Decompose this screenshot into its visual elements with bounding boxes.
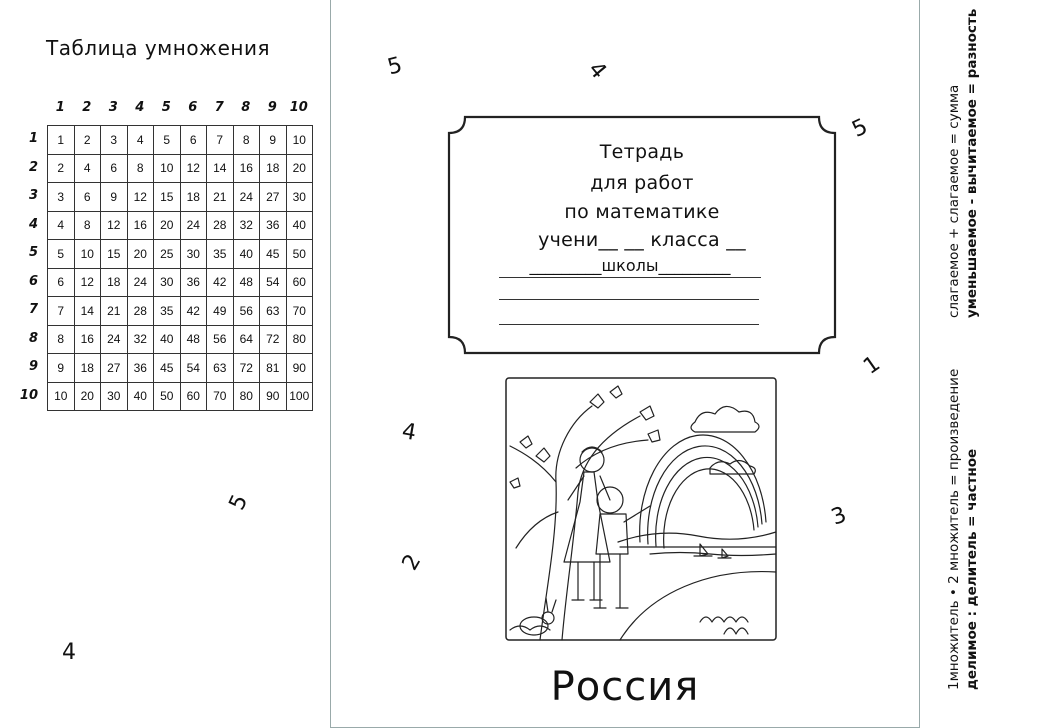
table-cell: 48 <box>233 268 260 297</box>
table-cell: 20 <box>154 211 181 240</box>
table-cell: 42 <box>207 268 234 297</box>
table-cell: 35 <box>154 297 181 326</box>
table-cell: 12 <box>127 183 154 212</box>
table-cell: 45 <box>260 240 287 269</box>
cover-label <box>447 115 837 355</box>
table-cell: 2 <box>74 126 101 155</box>
table-row <box>48 183 313 212</box>
table-cell: 90 <box>260 382 287 411</box>
table-cell: 32 <box>127 325 154 354</box>
rule-division: делимое : делитель = частное <box>964 448 980 690</box>
table-cell: 50 <box>154 382 181 411</box>
row-header: 8 <box>28 330 38 346</box>
table-cell: 35 <box>207 240 234 269</box>
table-cell: 20 <box>74 382 101 411</box>
table-cell: 9 <box>101 183 128 212</box>
grade-mark: 1 <box>859 351 885 380</box>
row-header: 9 <box>28 359 38 374</box>
table-cell: 18 <box>180 183 207 212</box>
table-cell: 1 <box>48 126 75 155</box>
table-cell: 54 <box>180 354 207 383</box>
rule-multiplication: 1множитель • 2 множитель = произведение <box>946 368 962 690</box>
row-header: 10 <box>19 387 38 403</box>
table-cell: 16 <box>233 154 260 183</box>
column-header: 7 <box>214 100 224 115</box>
table-cell: 3 <box>48 183 75 212</box>
rule-addition: слагаемое + слагаемое = сумма <box>946 84 962 318</box>
table-cell: 4 <box>48 211 75 240</box>
row-header: 6 <box>28 273 38 289</box>
table-cell: 21 <box>101 297 128 326</box>
table-cell: 24 <box>233 183 260 212</box>
table-cell: 24 <box>101 325 128 354</box>
table-cell: 20 <box>286 154 313 183</box>
table-cell: 40 <box>127 382 154 411</box>
column-header: 9 <box>267 100 277 115</box>
table-cell: 14 <box>74 297 101 326</box>
row-header: 4 <box>28 216 38 232</box>
table-cell: 100 <box>286 382 313 411</box>
table-cell: 30 <box>154 268 181 297</box>
row-header: 3 <box>28 188 38 203</box>
table-cell: 8 <box>48 325 75 354</box>
table-cell: 24 <box>127 268 154 297</box>
column-header: 4 <box>135 100 145 115</box>
column-header: 5 <box>161 100 171 115</box>
table-row <box>48 126 313 155</box>
table-cell: 28 <box>207 211 234 240</box>
column-header: 3 <box>108 100 118 115</box>
grade-mark: 5 <box>385 52 405 81</box>
table-cell: 8 <box>74 211 101 240</box>
table-cell: 70 <box>207 382 234 411</box>
table-cell: 40 <box>286 211 313 240</box>
row-header: 2 <box>28 159 38 175</box>
table-cell: 80 <box>233 382 260 411</box>
table-cell: 18 <box>260 154 287 183</box>
table-cell: 32 <box>233 211 260 240</box>
table-cell: 49 <box>207 297 234 326</box>
table-cell: 60 <box>180 382 207 411</box>
table-row <box>48 211 313 240</box>
table-cell: 42 <box>180 297 207 326</box>
table-cell: 14 <box>207 154 234 183</box>
table-cell: 30 <box>180 240 207 269</box>
table-cell: 7 <box>48 297 75 326</box>
table-cell: 8 <box>127 154 154 183</box>
table-cell: 4 <box>74 154 101 183</box>
row-header: 5 <box>28 245 38 260</box>
table-cell: 15 <box>101 240 128 269</box>
table-row <box>48 382 313 411</box>
table-cell: 9 <box>48 354 75 383</box>
grade-mark: 5 <box>848 114 872 143</box>
table-cell: 18 <box>74 354 101 383</box>
table-cell: 5 <box>154 126 181 155</box>
table-cell: 48 <box>180 325 207 354</box>
table-cell: 5 <box>48 240 75 269</box>
table-row <box>48 354 313 383</box>
grade-mark: 2 <box>397 550 427 575</box>
table-cell: 24 <box>180 211 207 240</box>
grade-mark: 4 <box>62 640 76 665</box>
column-header: 2 <box>82 100 92 115</box>
table-cell: 80 <box>286 325 313 354</box>
table-cell: 6 <box>48 268 75 297</box>
coloring-illustration <box>500 372 782 647</box>
table-cell: 63 <box>260 297 287 326</box>
table-cell: 28 <box>127 297 154 326</box>
table-cell: 40 <box>233 240 260 269</box>
table-cell: 21 <box>207 183 234 212</box>
grade-mark: 3 <box>828 502 850 531</box>
table-cell: 56 <box>207 325 234 354</box>
column-header: 1 <box>55 100 65 115</box>
table-cell: 3 <box>101 126 128 155</box>
grade-mark: 5 <box>224 490 254 515</box>
table-cell: 30 <box>101 382 128 411</box>
table-cell: 12 <box>180 154 207 183</box>
table-row <box>48 240 313 269</box>
table-cell: 9 <box>260 126 287 155</box>
table-cell: 15 <box>154 183 181 212</box>
table-cell: 54 <box>260 268 287 297</box>
table-row <box>48 325 313 354</box>
grade-mark: 4 <box>399 418 419 447</box>
table-cell: 30 <box>286 183 313 212</box>
blank-line <box>499 324 759 325</box>
table-cell: 16 <box>74 325 101 354</box>
cover-title-line: Тетрадь <box>599 141 685 163</box>
table-cell: 4 <box>127 126 154 155</box>
table-cell: 10 <box>48 382 75 411</box>
table-row <box>48 154 313 183</box>
table-cell: 18 <box>101 268 128 297</box>
table-cell: 10 <box>154 154 181 183</box>
table-cell: 20 <box>127 240 154 269</box>
table-cell: 90 <box>286 354 313 383</box>
table-row <box>48 268 313 297</box>
rule-subtraction: уменьшаемое - вычитаемое = разность <box>964 8 980 318</box>
blank-line <box>499 299 759 300</box>
grade-mark: 4 <box>582 57 612 84</box>
table-cell: 7 <box>207 126 234 155</box>
table-cell: 2 <box>48 154 75 183</box>
cover-subtitle-line: для работ <box>590 172 694 194</box>
column-header: 8 <box>241 100 251 115</box>
table-cell: 36 <box>180 268 207 297</box>
multiplication-table <box>47 125 313 411</box>
table-cell: 8 <box>233 126 260 155</box>
table-cell: 12 <box>74 268 101 297</box>
table-cell: 72 <box>260 325 287 354</box>
table-cell: 63 <box>207 354 234 383</box>
cover-student-line: учени__ __ класса __ <box>538 229 746 251</box>
table-cell: 50 <box>286 240 313 269</box>
table-cell: 81 <box>260 354 287 383</box>
table-cell: 64 <box>233 325 260 354</box>
table-cell: 36 <box>127 354 154 383</box>
table-cell: 12 <box>101 211 128 240</box>
table-cell: 27 <box>260 183 287 212</box>
multiplication-table-title: Таблица умножения <box>46 36 270 60</box>
table-cell: 45 <box>154 354 181 383</box>
table-cell: 60 <box>286 268 313 297</box>
cover-school-line: _________школы_________ <box>499 255 761 278</box>
cover-subject-line: по математике <box>564 201 720 223</box>
column-header: 6 <box>188 100 198 115</box>
table-cell: 6 <box>180 126 207 155</box>
row-header: 1 <box>28 131 38 146</box>
table-cell: 6 <box>74 183 101 212</box>
country-name: Россия <box>550 664 700 710</box>
table-cell: 72 <box>233 354 260 383</box>
table-cell: 25 <box>154 240 181 269</box>
row-header: 7 <box>28 302 38 317</box>
table-cell: 27 <box>101 354 128 383</box>
table-cell: 56 <box>233 297 260 326</box>
table-cell: 70 <box>286 297 313 326</box>
column-header: 10 <box>289 100 308 115</box>
table-cell: 40 <box>154 325 181 354</box>
table-cell: 10 <box>74 240 101 269</box>
table-cell: 36 <box>260 211 287 240</box>
table-cell: 16 <box>127 211 154 240</box>
table-cell: 6 <box>101 154 128 183</box>
table-row <box>48 297 313 326</box>
table-cell: 10 <box>286 126 313 155</box>
